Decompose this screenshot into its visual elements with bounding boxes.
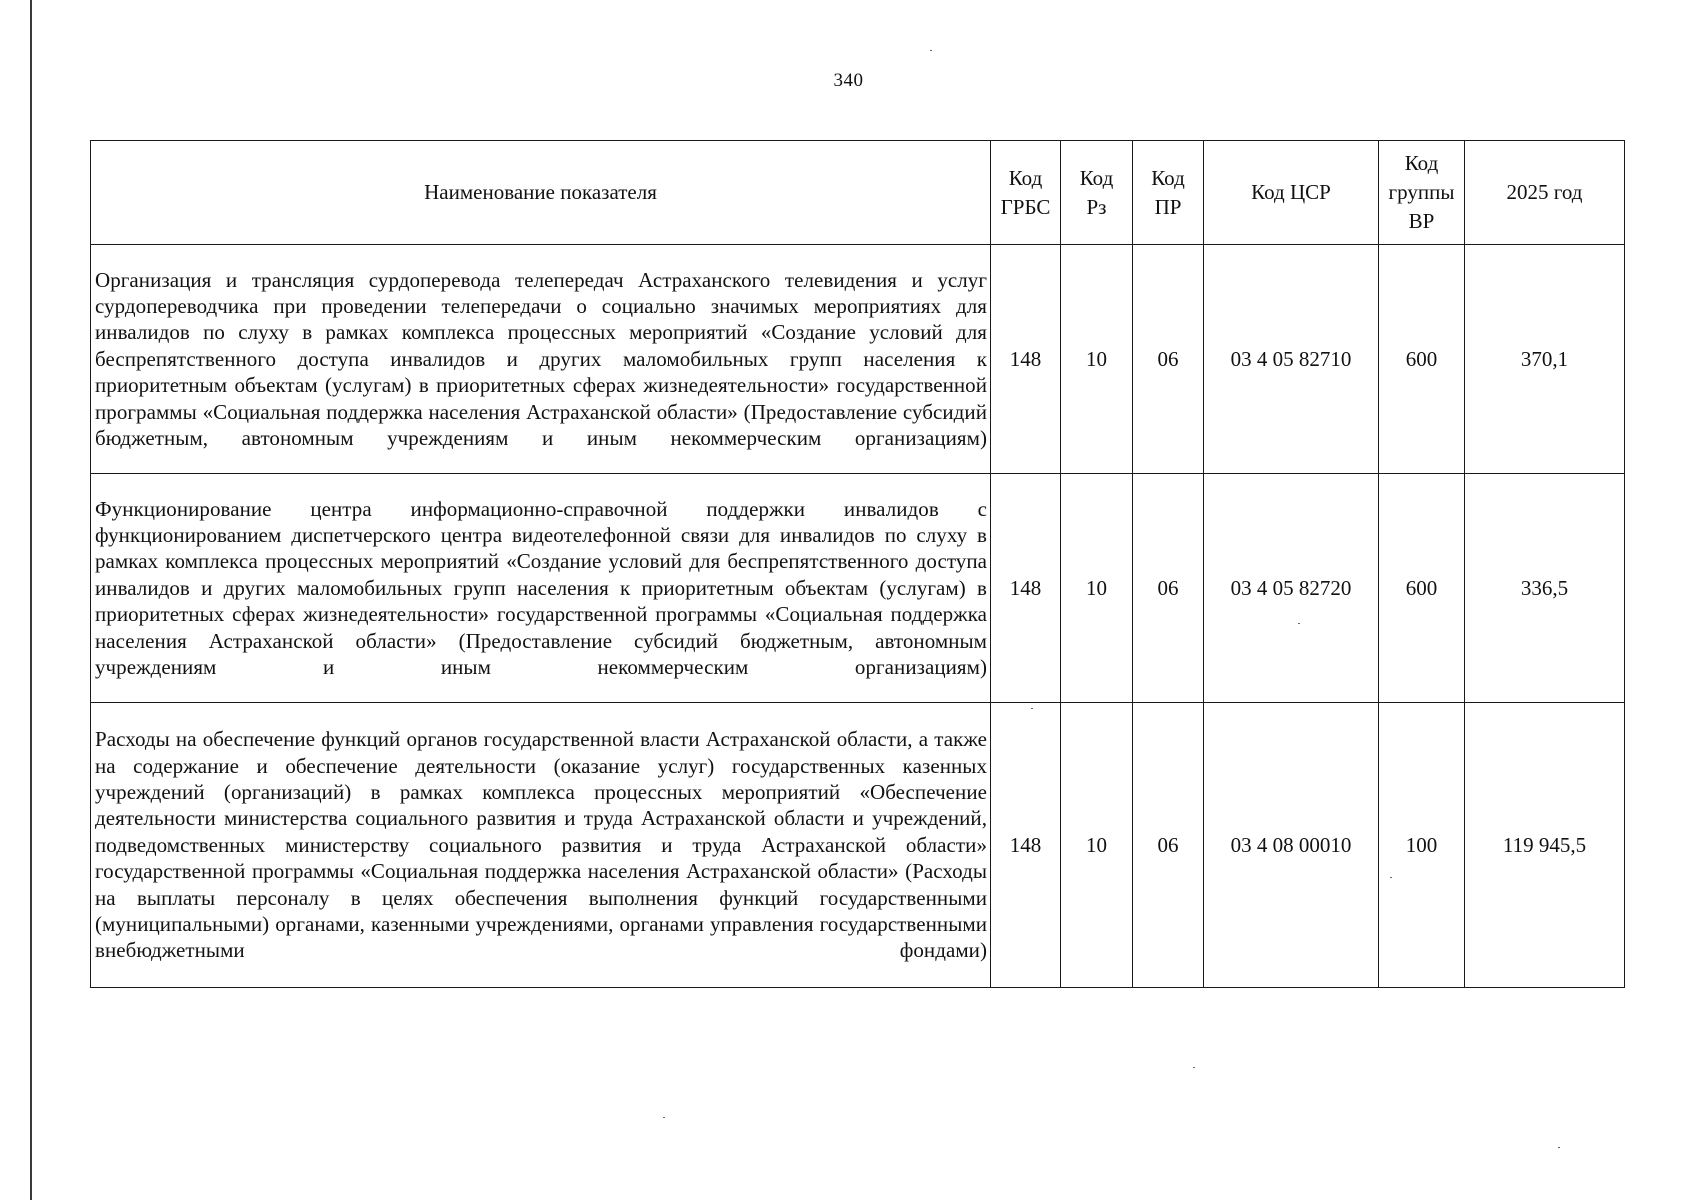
header-name: Наименование показателя — [91, 141, 991, 245]
header-pr: Код ПР — [1133, 141, 1204, 245]
row-amount: 336,5 — [1465, 474, 1625, 703]
scan-speck — [1558, 1147, 1560, 1148]
row-rz: 10 — [1061, 474, 1133, 703]
row-csr: 03 4 08 00010 — [1204, 703, 1379, 988]
row-grbs: 148 — [991, 703, 1061, 988]
header-year: 2025 год — [1465, 141, 1625, 245]
scan-speck — [1193, 1067, 1195, 1068]
page-number: 340 — [833, 70, 864, 91]
row-name: Организация и трансляция сурдоперевода телепередач Астраханского телевидения и услуг сурдопереводчика при проведении телепередачи о социально значимых мероприятиях для инвалидов по слуху в рамках комплекса процессных мероприятий «Создание условий для беспрепятственного доступа инвалидов и других маломобильных групп населения к приоритетным объектам (услугам) в приоритетных сферах жизнедеятельности» государственной программы «Социальная поддержка населения Астраханской области» (Предоставление субсидий бюджетным, автономным учреждениям и иным некоммерческим организациям) — [91, 245, 991, 474]
row-amount: 119 945,5 — [1465, 703, 1625, 988]
row-csr: 03 4 05 82710 — [1204, 245, 1379, 474]
row-grbs: 148 — [991, 245, 1061, 474]
row-vr: 100 — [1379, 703, 1465, 988]
header-grbs: Код ГРБС — [991, 141, 1061, 245]
row-pr: 06 — [1133, 245, 1204, 474]
row-amount: 370,1 — [1465, 245, 1625, 474]
row-vr: 600 — [1379, 474, 1465, 703]
row-csr: 03 4 05 82720 — [1204, 474, 1379, 703]
row-vr: 600 — [1379, 245, 1465, 474]
row-name: Функционирование центра информационно-справочной поддержки инвалидов с функционированием диспетчерского центра видеотелефонной связи для инвалидов по слуху в рамках комплекса процессных мероприятий «Создание условий для беспрепятственного доступа инвалидов и других маломобильных групп населения к приоритетным объектам (услугам) в приоритетных сферах жизнедеятельности» государственной программы «Социальная поддержка населения Астраханской области» (Предоставление субсидий бюджетным, автономным учреждениям и иным некоммерческим организациям) — [91, 474, 991, 703]
row-rz: 10 — [1061, 245, 1133, 474]
header-rz: Код Рз — [1061, 141, 1133, 245]
table-row — [91, 474, 1625, 703]
row-pr: 06 — [1133, 474, 1204, 703]
row-grbs: 148 — [991, 474, 1061, 703]
budget-table — [90, 140, 1625, 988]
row-rz: 10 — [1061, 703, 1133, 988]
table-row — [91, 703, 1625, 988]
scan-speck — [663, 1117, 665, 1118]
header-vr: Код группы ВР — [1379, 141, 1465, 245]
row-name: Расходы на обеспечение функций органов государственной власти Астраханской области, а также на содержание и обеспечение деятельности (оказание услуг) государственных казенных учреждений (организаций) в рамках комплекса процессных мероприятий «Обеспечение деятельности министерства социального развития и труда Астраханской области и учреждений, подведомственных министерству социального развития и труда Астраханской области» государственной программы «Социальная поддержка населения Астраханской области» (Расходы на выплаты персоналу в целях обеспечения выполнения функций государственными (муниципальными) органами, казенными учреждениями, органами управления государственными внебюджетными фондами) — [91, 703, 991, 988]
scan-left-edge — [30, 0, 32, 1200]
header-csr: Код ЦСР — [1204, 141, 1379, 245]
row-pr: 06 — [1133, 703, 1204, 988]
table-row — [91, 245, 1625, 474]
scan-speck — [930, 50, 932, 51]
table-header — [91, 141, 1625, 245]
